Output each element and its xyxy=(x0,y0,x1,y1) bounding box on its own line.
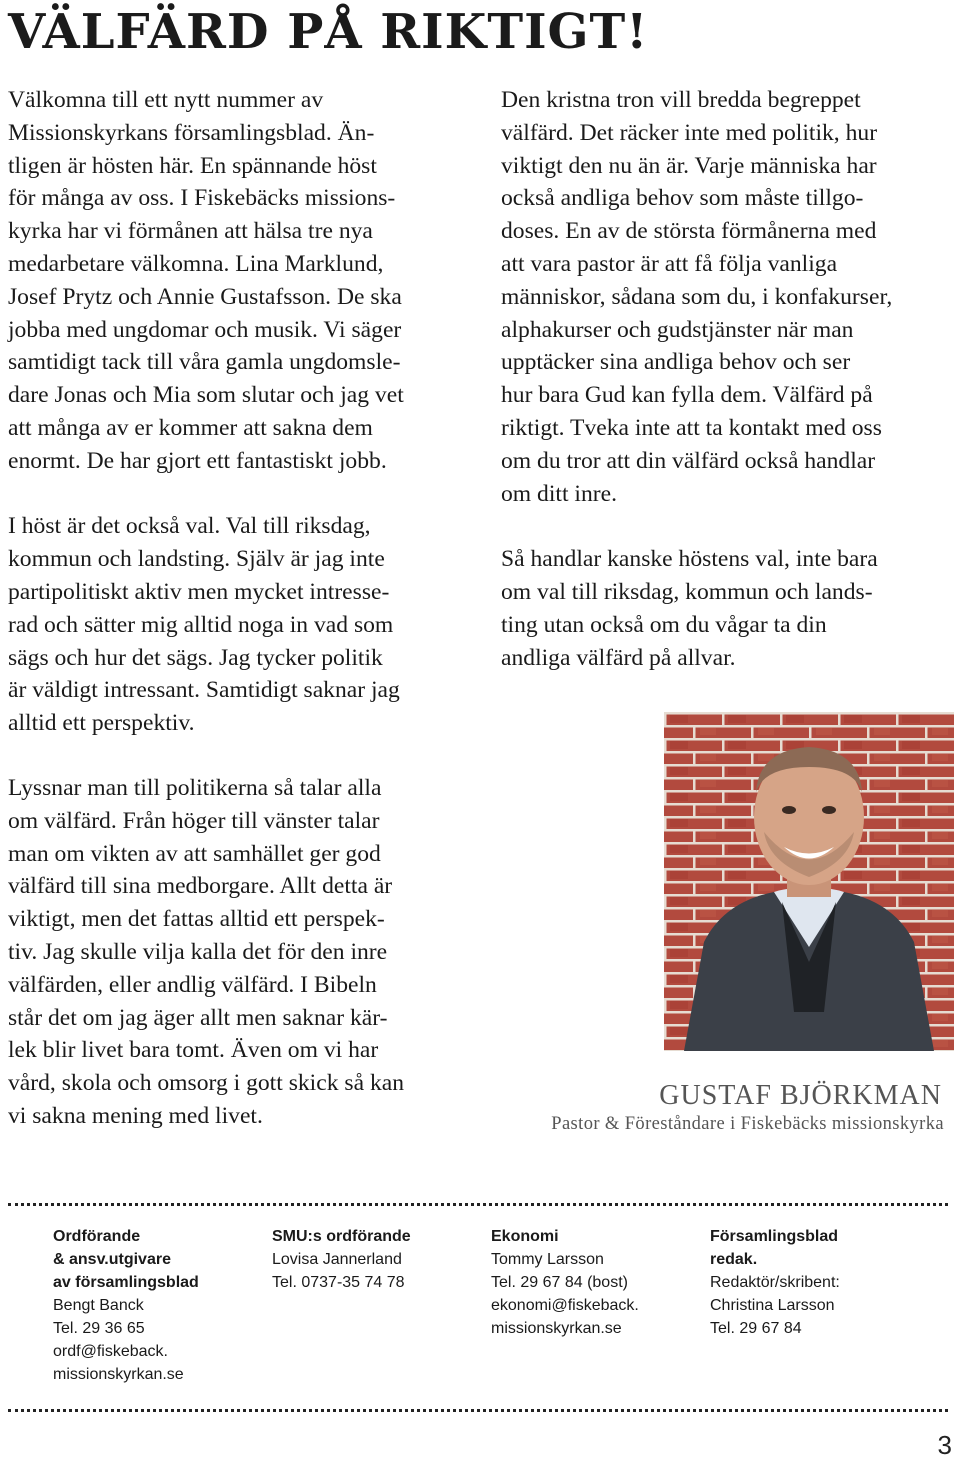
text-line: att många av er kommer att sakna dem xyxy=(8,414,373,441)
contact-line: Redaktör/skribent: xyxy=(710,1274,840,1291)
text-line: upptäcker sina andliga behov och ser xyxy=(501,349,851,376)
paragraph-break xyxy=(8,478,474,511)
author-portrait-photo xyxy=(664,712,954,1051)
text-line: tiv. Jag skulle vilja kalla det för den inre xyxy=(8,938,388,965)
page-number: 3 xyxy=(937,1430,952,1460)
text-line: jobba med ungdomar och musik. Vi säger xyxy=(8,316,402,343)
text-line: rad och sätter mig alltid noga in vad som xyxy=(8,611,394,638)
text-line: ting utan också om du vågar ta din xyxy=(501,611,827,638)
text-line: står det om jag äger allt men saknar kär- xyxy=(8,1004,388,1031)
contact-line: Lovisa Jannerland xyxy=(272,1251,402,1268)
contact-heading: & ansv.utgivare xyxy=(53,1251,171,1268)
text-line: om val till riksdag, kommun och lands- xyxy=(501,578,873,605)
text-line: om välfärd. Från höger till vänster talar xyxy=(8,807,380,834)
text-line: kommun och landsting. Själv är jag inte xyxy=(8,546,385,573)
text-line: andliga välfärd på allvar. xyxy=(501,644,736,671)
text-line: riktigt. Tveka inte att ta kontakt med oss xyxy=(501,414,882,441)
portrait-illustration xyxy=(664,712,954,1051)
contact-heading: redak. xyxy=(710,1251,758,1268)
text-line: om ditt inre. xyxy=(501,480,617,507)
contact-line: Tel. 29 67 84 (bost) xyxy=(491,1274,628,1291)
text-line: för många av oss. I Fiskebäcks missions- xyxy=(8,185,396,212)
contact-line: Tel. 0737-35 74 78 xyxy=(272,1274,405,1291)
contact-line: Bengt Banck xyxy=(53,1297,144,1314)
article-column-left-bottom xyxy=(8,772,478,1133)
text-line: medarbetare välkomna. Lina Marklund, xyxy=(8,250,384,277)
contact-heading: Församlingsblad xyxy=(710,1228,839,1245)
text-line: välfärd till sina medborgare. Allt detta är xyxy=(8,873,393,900)
author-name: GUSTAF BJÖRKMAN xyxy=(659,1080,942,1111)
headline: VÄLFÄRD PÅ RIKTIGT! xyxy=(8,4,649,60)
text-line: sägs och hur det sägs. Jag tycker politik xyxy=(8,644,383,671)
text-line: man om vikten av att samhället ger god xyxy=(8,840,381,867)
contact-newsletter xyxy=(710,1225,840,1340)
text-line: välfärd. Det räcker inte med politik, hur xyxy=(501,119,878,146)
text-line: är väldigt intressant. Samtidigt saknar jag xyxy=(8,677,400,704)
text-line: vård, skola och omsorg i gott skick så kan xyxy=(8,1070,405,1097)
text-line: människor, sådana som du, i konfakurser, xyxy=(501,283,893,310)
contact-heading: Ordförande xyxy=(53,1228,141,1245)
text-line: partipolitiskt aktiv men mycket intresse- xyxy=(8,578,390,605)
contact-chair xyxy=(53,1225,199,1386)
contact-heading: SMU:s ordförande xyxy=(272,1228,411,1245)
text-line: Josef Prytz och Annie Gustafsson. De ska xyxy=(8,283,402,310)
text-line: doses. En av de största förmånerna med xyxy=(501,218,877,245)
article-column-left-top xyxy=(8,84,474,740)
staff-contacts-box xyxy=(8,1203,948,1412)
text-line: viktigt, men det fattas alltid ett perspek- xyxy=(8,906,385,933)
article-column-right xyxy=(501,84,956,674)
text-line: Så handlar kanske höstens val, inte bara xyxy=(501,546,878,573)
contact-smu xyxy=(272,1225,411,1294)
text-line: vi sakna mening med livet. xyxy=(8,1102,263,1129)
paragraph-break xyxy=(501,510,956,543)
contact-line: Tommy Larsson xyxy=(491,1251,604,1268)
text-line: alltid ett perspektiv. xyxy=(8,710,195,737)
text-line: också andliga behov som måste tillgo- xyxy=(501,185,864,212)
contact-line: Christina Larsson xyxy=(710,1297,835,1314)
author-title: Pastor & Föreståndare i Fiskebäcks missionskyrka xyxy=(551,1114,944,1134)
text-line: viktigt den nu än är. Varje människa har xyxy=(501,152,877,179)
contact-line: ordf@fiskeback. xyxy=(53,1343,168,1360)
text-line: enormt. De har gjort ett fantastiskt jobb. xyxy=(8,447,387,474)
text-line: kyrka har vi förmånen att hälsa tre nya xyxy=(8,218,373,245)
text-line: samtidigt tack till våra gamla ungdomsle- xyxy=(8,349,401,376)
text-line: Lyssnar man till politikerna så talar alla xyxy=(8,775,382,801)
text-line: Missionskyrkans församlingsblad. Än- xyxy=(8,119,375,146)
text-line: Den kristna tron vill bredda begreppet xyxy=(501,87,861,113)
text-line: lek blir livet bara tomt. Även om vi har xyxy=(8,1037,379,1064)
contact-line: Tel. 29 36 65 xyxy=(53,1320,145,1337)
text-line: alphakurser och gudstjänster när man xyxy=(501,316,854,343)
contact-line: missionskyrkan.se xyxy=(53,1366,184,1383)
text-line: hur bara Gud kan fylla dem. Välfärd på xyxy=(501,382,873,409)
contact-line: missionskyrkan.se xyxy=(491,1320,622,1337)
text-line: dare Jonas och Mia som slutar och jag vet xyxy=(8,382,404,409)
contact-economy xyxy=(491,1225,639,1340)
contact-heading: Ekonomi xyxy=(491,1228,559,1245)
text-line: välfärden, eller andlig välfärd. I Bibeln xyxy=(8,971,377,998)
contact-heading: av församlingsblad xyxy=(53,1274,199,1291)
contact-line: Tel. 29 67 84 xyxy=(710,1320,802,1337)
text-line: att vara pastor är att få följa vanliga xyxy=(501,250,838,277)
text-line: om du tror att din välfärd också handlar xyxy=(501,447,876,474)
text-line: I höst är det också val. Val till riksdag, xyxy=(8,513,371,540)
text-line: tligen är hösten här. En spännande höst xyxy=(8,152,377,179)
text-line: Välkomna till ett nytt nummer av xyxy=(8,87,324,113)
contact-line: ekonomi@fiskeback. xyxy=(491,1297,639,1314)
